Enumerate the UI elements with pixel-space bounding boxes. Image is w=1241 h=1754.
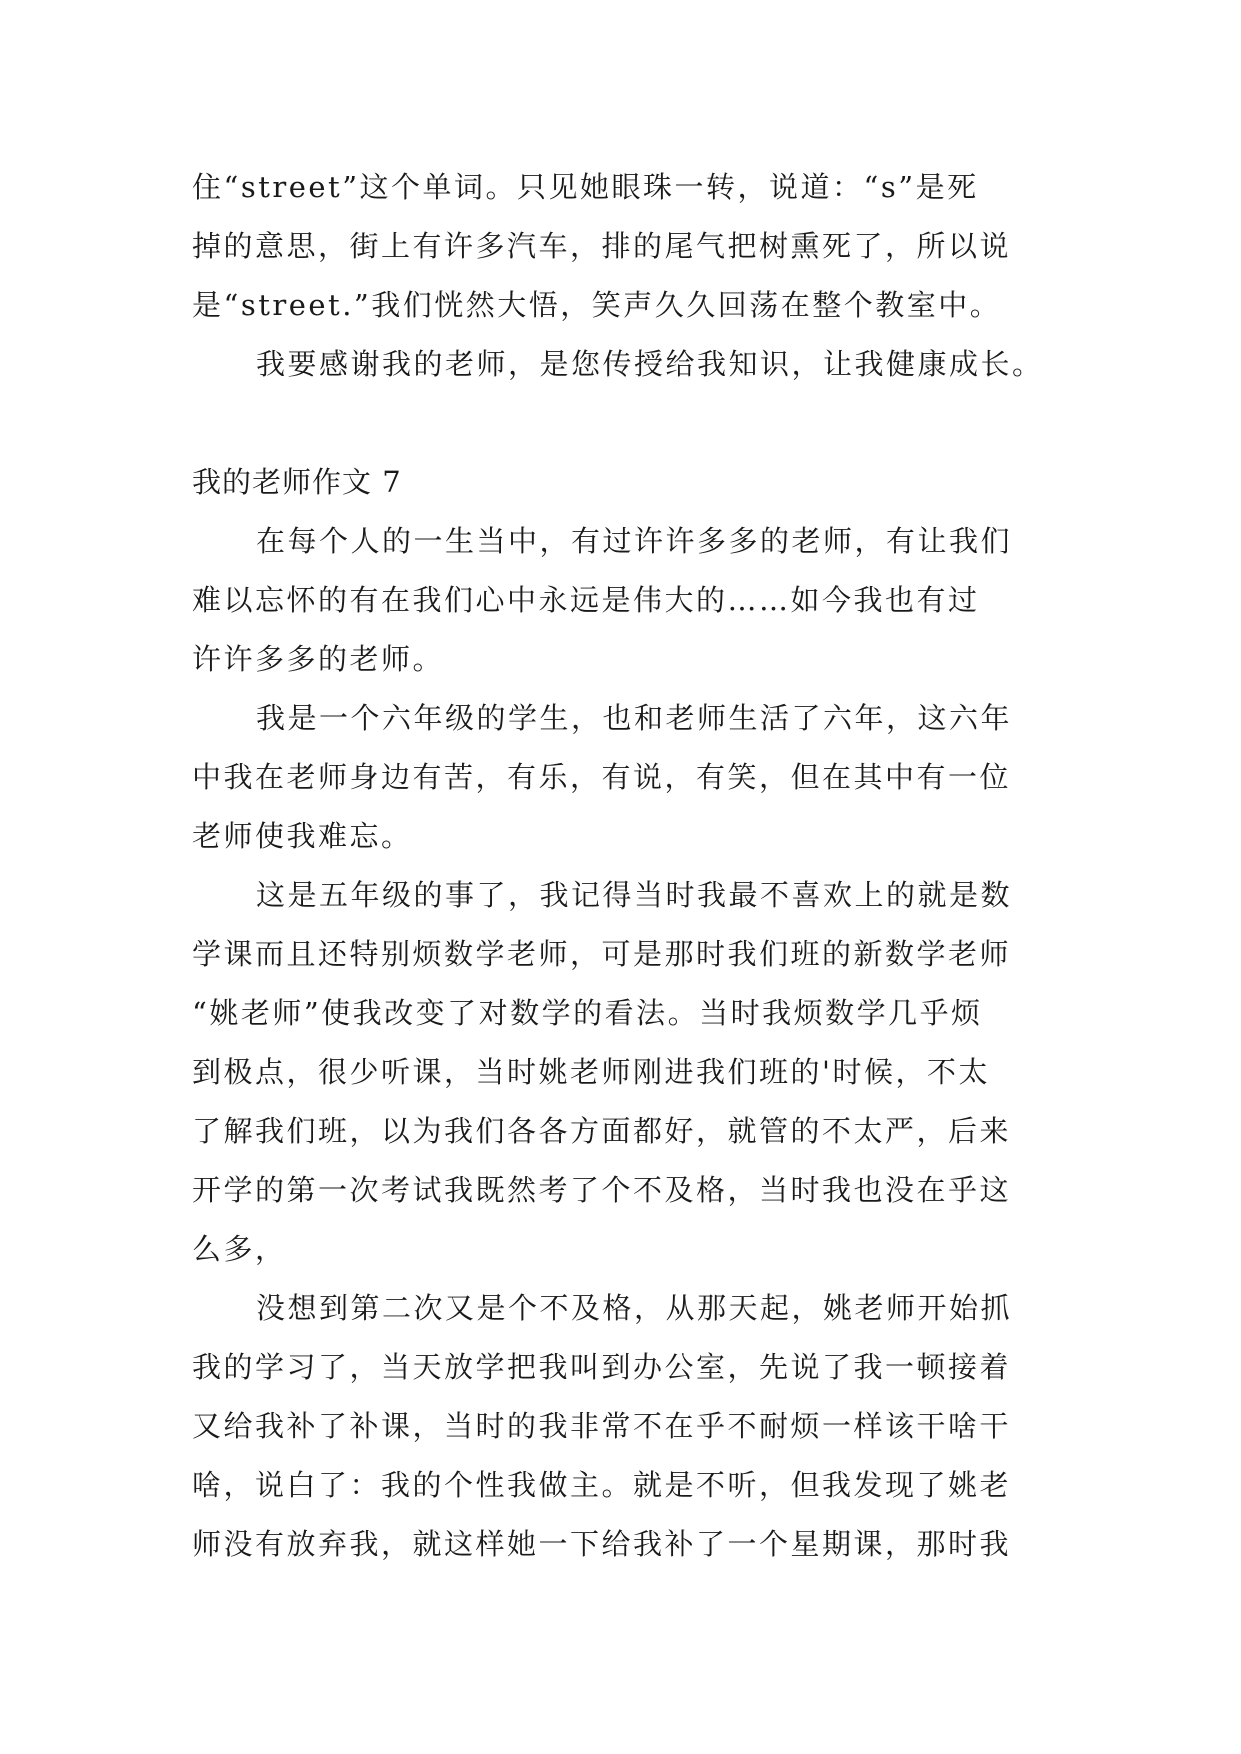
text-line-23: 师没有放弃我，就这样她一下给我补了一个星期课，那时我 [192, 1527, 1012, 1561]
text-line-22: 啥，说白了：我的个性我做主。就是不听，但我发现了姚老 [192, 1468, 1012, 1502]
text-line-2: 掉的意思，街上有许多汽车，排的尾气把树熏死了，所以说 [192, 229, 1012, 263]
text-line-18: 么多， [192, 1232, 287, 1266]
text-line-14: “姚老师”使我改变了对数学的看法。当时我烦数学几乎烦 [192, 996, 983, 1030]
text-line-21: 又给我补了补课，当时的我非常不在乎不耐烦一样该干啥干 [192, 1409, 1012, 1443]
text-line-10: 中我在老师身边有苦，有乐，有说，有笑，但在其中有一位 [192, 760, 1012, 794]
text-line-12: 这是五年级的事了，我记得当时我最不喜欢上的就是数 [256, 878, 1013, 912]
text-line-9: 我是一个六年级的学生，也和老师生活了六年，这六年 [256, 701, 1013, 735]
text-line-1: 住“street”这个单词。只见她眼珠一转，说道：“s”是死 [192, 170, 979, 204]
text-line-15: 到极点，很少听课，当时姚老师刚进我们班的'时候，不太 [192, 1055, 990, 1089]
text-line-17: 开学的第一次考试我既然考了个不及格，当时我也没在乎这 [192, 1173, 1012, 1207]
text-line-11: 老师使我难忘。 [192, 819, 413, 853]
text-line-8: 许许多多的老师。 [192, 642, 445, 676]
text-line-7: 难以忘怀的有在我们心中永远是伟大的……如今我也有过 [192, 583, 980, 617]
text-line-4: 我要感谢我的老师，是您传授给我知识，让我健康成长。 [256, 347, 1044, 381]
text-line-20: 我的学习了，当天放学把我叫到办公室，先说了我一顿接着 [192, 1350, 1012, 1384]
text-line-19: 没想到第二次又是个不及格，从那天起，姚老师开始抓 [256, 1291, 1013, 1325]
text-line-13: 学课而且还特别烦数学老师，可是那时我们班的新数学老师 [192, 937, 1012, 971]
section-heading: 我的老师作文 7 [192, 465, 402, 499]
text-line-6: 在每个人的一生当中，有过许许多多的老师，有让我们 [256, 524, 1013, 558]
text-line-16: 了解我们班，以为我们各各方面都好，就管的不太严，后来 [192, 1114, 1012, 1148]
text-line-3: 是“street.”我们恍然大悟，笑声久久回荡在整个教室中。 [192, 288, 1002, 322]
